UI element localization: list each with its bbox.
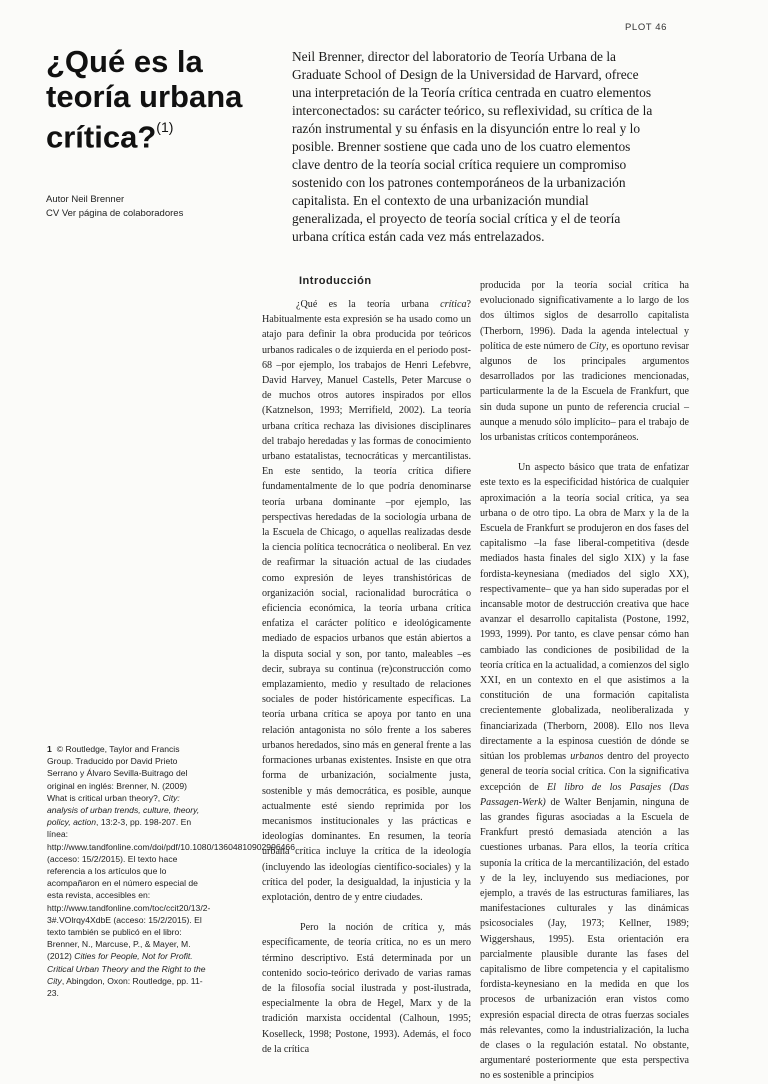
footnote-number: 1 (47, 744, 52, 754)
body-paragraph (262, 297, 471, 905)
body-column-right (480, 278, 690, 1082)
italic-text: Cities for People, Not for Profit. Critical Urban Theory and the Right to the City (47, 951, 206, 986)
italic-text: City: analysis of urban trends, culture, theory, policy, action (47, 792, 200, 828)
article-title (46, 44, 256, 154)
text-run: , es oportuno revisar algunos de los principales argumentos desarrollados por las tradiciones mencionadas, particularmente la de la Escuela de Frankfurt, que sin duda supone un punto de referencia crucial –aunque a menudo sólo implícito– para el trabajo de los urbanistas críticos contemporáneos. (480, 340, 690, 444)
author-block (46, 193, 183, 221)
text-run: © Routledge, Taylor and Francis Group. Traducido por David Prieto Serrano y Álvaro Sevilla-Buitrago del original en inglés: Brenner, N. (2009) What is critical urban theory?, (47, 744, 188, 803)
cv-line: CV Ver página de colaboradores (46, 208, 184, 219)
body-paragraph (480, 460, 689, 1083)
footnote (47, 743, 295, 999)
text-run: ? Habitualmente esta expresión se ha usado como un atajo para definir la obra producida por teóricos urbanos radicales o de izquierda en el periodo post-68 –por ejemplo, los trabajos de Henri Lefebvre, David Harvey, Manuel Castells, Peter Marcuse o de muchos otros autores inspirados por ellos (Katznelson, 1993; Merrifield, 2002). La teoría urbana crítica rechaza las divisiones disciplinares del trabajo heredadas y las formas de conocimiento urbano estatalistas, tecnocráticas y mercantilistas. En este sentido, la teoría crítica difiere fundamentalmente de lo que podría denominarse teoría urbana dominante –por ejemplo, las perspectivas heredadas de la sociología urbana de la Escuela de Chicago, o aquellas realizadas desde la ciencia política tecnocrática o neoliberal. En vez de reafirmar la situación actual de las ciudades como expresión de leyes transhistóricas de organización social, racionalidad burocrática o eficiencia económica, la teoría urbana crítica enfatiza el carácter político e ideológicamente mediado de espacios urbanos que están abiertos a la disputa social y son, por tanto, maleables –es decir, subraya su continua (re)construcción como emplazamiento, medio y resultado de relaciones sociales de poder históricamente específicas. La teoría urbana crítica se apoya por tanto en una relación antagonista no sólo frente a los saberes urbanos heredados, sino más en general frente a las formaciones urbanas existentes. Insiste en que otra forma de urbanización, socialmente justa, sostenible y más democrática, es posible, aunque actualmente esté siendo reprimida por los mecanismos institucionales y las prácticas e ideologías dominantes. En resumen, la teoría urbana crítica incluye la crítica de la ideología (incluyendo las ideologías científico-sociales) y la crítica del poder, la desigualdad, la injusticia y la explotación, dentro de y entre ciudades. (262, 299, 471, 903)
section-heading: Introducción (299, 275, 372, 287)
abstract: Neil Brenner, director del laboratorio de Teoría Urbana de la Graduate School of Design de la Universidad de Harvard, ofrece una interpretación de la Teoría crítica centrada en cuatro elementos interconectados: su carácter teórico, su reflexividad, su crítica de la razón instrumental y su énfasis en la disyunción entre lo real y lo posible. Brenner sostiene que cada uno de los cuatro elementos clave dentro de la teoría social crítica requiere un compromiso sostenido con los patrones contemporáneos de la urbanización capitalista. En el contexto de una urbanización mundial generalizada, el proyecto de teoría social crítica y el de teoría urbana crítica están cada vez más entrelazados. (292, 49, 653, 244)
body-paragraph (480, 278, 689, 445)
text-run: Un aspecto básico que trata de enfatizar este texto es la especificidad histórica de cualquier aproximación a la teoría social crítica, ya sea urbana o de otro tipo. La obra de Marx y la de la Escuela de Frankfurt se produjeron en dos fases del capitalismo –la fase liberal-competitiva (desde mediados hasta finales del siglo XIX) y la fase fordista-keynesiana (mediados del siglo XX), respectivamente– que ya han sido superadas por el incansable motor de destrucción creativa que hace avanzar el desarrollo capitalista (Postone, 1992, 1993, 1999). Por tanto, es clave pensar cómo han cambiado las condiciones de posibilidad de la teoría crítica en la actualidad, a comienzos del siglo XXI, en un contexto en el que asistimos a la constitución de una formación capitalista crecientemente globalizada, neoliberalizada y financiarizada (Therborn, 2008). Ello nos lleva directamente a la espinosa cuestión de dónde se sitúan los problemas (480, 462, 689, 763)
italic-text: crítica (440, 299, 467, 310)
italic-text: El libro de los Pasajes (Das Passagen-Werk) (480, 781, 689, 808)
text-run: , Abingdon, Oxon: Routledge, pp. 11-23. (47, 975, 203, 999)
text-run: de Walter Benjamin, ninguna de las grandes figuras asociadas a la Escuela de Frankfurt prestó demasiada atención a las cuestiones urbanas. Para ellos, la teoría crítica suponía la crítica de la mercantilización, del estado y de la ley, incluyendo sus mediaciones, por ejemplo, a través de las estructuras familiares, las manifestaciones culturales y las dinámicas psicosociales (Jay, 1973; Kellner, 1989; Wiggershaus, 1995). Esta orientación era parcialmente plausible durante las fases del capitalismo de libre competencia y el capitalismo fordista-keynesiano en la medida en que los procesos de urbanización eran vistos como expresión espacial directa de otras fuerzas sociales más relevantes, como la industrialización, la lucha de clases o la regulación estatal. No obstante, argumentaré posteriormente que esta perspectiva no es sostenible a principios (480, 796, 689, 1082)
text-run: dentro del proyecto general de teoría social crítica. Con la significativa excepción de (480, 751, 689, 793)
italic-text: City (589, 340, 607, 352)
text-run: producida por la teoría social crítica ha evolucionado significativamente a lo largo de los dos últimos siglos de desarrollo capitalista (Therborn, 1996). Dada la agenda intelectual y política de este número de (480, 280, 689, 352)
body-paragraph: Pero la noción de crítica y, más específicamente, de teoría crítica, no es un mero término descriptivo. Está determinada por un contenido socio-teórico derivado de varias ramas de la filosofía social ilustrada y post-ilustrada, especialmente la obra de Hegel, Marx y de la tradición marxista occidental (Calhoun, 1995; Koselleck, 1998; Postone, 1993). Además, el foco de la crítica (262, 922, 471, 1055)
text-run: ¿Qué es la teoría urbana (296, 299, 441, 310)
title-footnote-marker[interactable]: (1) (156, 119, 174, 135)
page-label: PLOT 46 (625, 22, 668, 33)
author-line: Autor Neil Brenner (46, 194, 125, 205)
italic-text: urbanos (570, 751, 604, 763)
text-run: , 13:2-3, pp. 198-207. En línea: http://www.tandfonline.com/doi/pdf/10.1080/13604810902996466 (acceso: 15/2/2015). El texto hace referencia a los artículos que lo acompañaron en el número especial de esta revista, accesibles en: http://www.tandfonline.com/toc/ccit20/13/2-3#.VOlrqy4XdbE (acceso: 15/2/2015). El texto también se publicó en el libro: Brenner, N., Marcuse, P., & Mayer, M. (2012) (47, 817, 295, 962)
body-column-left (262, 297, 471, 1055)
article-title-text: ¿Qué es la teoría urbana crítica? (46, 44, 243, 155)
